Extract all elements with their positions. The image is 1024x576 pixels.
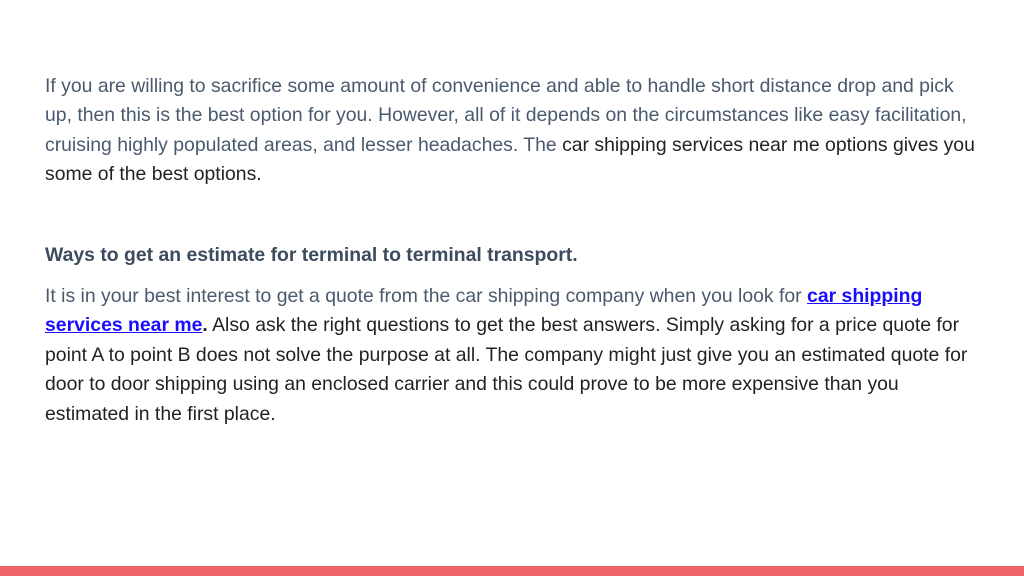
estimate-paragraph: [45, 282, 980, 429]
section-heading-wrap: [45, 241, 980, 270]
estimate-paragraph-body: Also ask the right questions to get the best answers. Simply asking for a price quote for point A to point B does not solve the purpose at all. The company might just give you an estimated quote for door to door shipping using an enclosed carrier and this could prove to be more expensive than you estimated in the first place.: [45, 314, 968, 425]
intro-paragraph: [45, 72, 980, 190]
content-area: [45, 72, 980, 190]
estimate-paragraph-wrap: [45, 282, 980, 429]
intro-paragraph-highlight: car shipping services near me options gives you some of the best options.: [45, 133, 975, 186]
intro-paragraph-text: If you are willing to sacrifice some amount of convenience and able to handle short distance drop and pick up, then this is the best option for you. However, all of it depends on the circumstances like easy facilitation, cruising highly populated areas, and lesser headaches. The: [45, 75, 967, 156]
section-heading: Ways to get an estimate for terminal to terminal transport.: [45, 244, 578, 266]
link-period: .: [202, 314, 208, 337]
car-shipping-link[interactable]: car shipping services near me: [45, 285, 923, 337]
estimate-paragraph-lead: It is in your best interest to get a quote from the car shipping company when you look for: [45, 285, 808, 307]
bottom-accent-bar: [0, 566, 1024, 576]
